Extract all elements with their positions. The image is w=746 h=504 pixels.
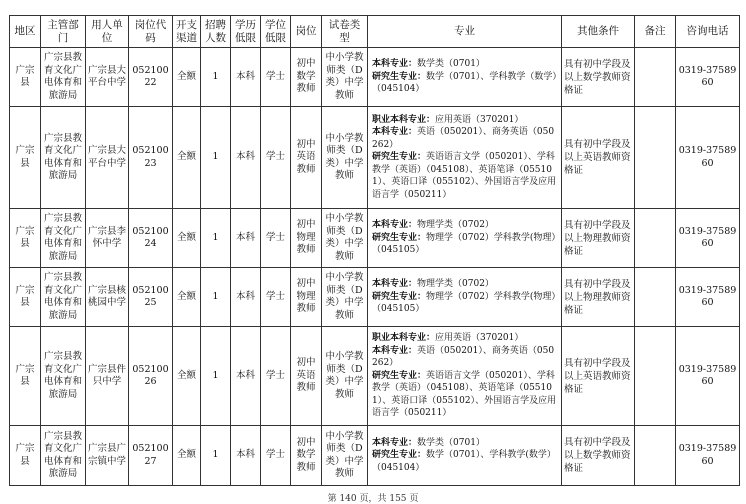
spec-text: 物理学类（0702） — [417, 279, 494, 290]
table-header — [10, 16, 740, 48]
spec-text: 应用英语（370201） — [435, 333, 524, 344]
degree-cell: 学士 — [261, 209, 291, 268]
spec-text: 数学（0701）、学科教学（数学）（045104） — [372, 71, 557, 95]
spec-label: 本科专业： — [372, 59, 418, 70]
spec-text: 英语（050201）、商务英语（050262） — [372, 345, 555, 369]
spec-line — [372, 232, 559, 257]
region-cell: 广宗县 — [10, 48, 41, 107]
count-cell: 1 — [201, 209, 231, 268]
degree-cell: 学士 — [261, 107, 291, 209]
column-header: 地区 — [10, 16, 41, 48]
spec-label: 研究生专业： — [372, 370, 427, 381]
spec-line — [372, 278, 559, 291]
spec-text: 英语语言文学（050201）、学科教学（英语）（045108）、英语笔译（055101）、英语口译（055102）、外国语言学及应用语言学（050211） — [372, 370, 557, 419]
spec-line — [372, 437, 559, 450]
employer-cell: 广宗县核桃园中学 — [86, 268, 129, 327]
spec-text: 英语（050201）、商务英语（050262） — [372, 127, 555, 150]
spec-label: 研究生专业： — [372, 152, 427, 163]
count-cell: 1 — [201, 426, 231, 486]
exam-cell: 中小学教师类（D类）中学教师 — [322, 268, 368, 327]
exam-cell: 中小学教师类（D类）中学教师 — [322, 107, 368, 209]
employer-cell: 广宗县大平台中学 — [86, 107, 129, 209]
spec-cell — [368, 209, 562, 268]
spec-line — [372, 71, 559, 96]
spec-cell — [368, 107, 562, 209]
spec-line — [372, 332, 559, 345]
phone-cell: 0319-3758960 — [676, 107, 740, 209]
exam-cell: 中小学教师类（D类）中学教师 — [322, 426, 368, 486]
spec-line — [372, 114, 559, 127]
post-cell: 初中物理教师 — [291, 268, 322, 327]
spec-line — [372, 345, 559, 370]
employer-cell: 广宗县件只中学 — [86, 327, 129, 426]
spec-line — [372, 449, 559, 474]
funding-cell: 全额 — [173, 209, 201, 268]
edu-cell: 本科 — [231, 107, 261, 209]
spec-text: 数学类（0701） — [417, 59, 485, 70]
page-footer: 第 140 页，共 155 页 — [327, 494, 419, 504]
count-cell: 1 — [201, 327, 231, 426]
spec-line — [372, 151, 559, 201]
employer-cell: 广宗县广宗镇中学 — [86, 426, 129, 486]
spec-line — [372, 58, 559, 71]
degree-cell: 学士 — [261, 268, 291, 327]
dept-cell: 广宗县教育文化广电体育和旅游局 — [41, 268, 86, 327]
spec-label: 本科专业： — [372, 345, 418, 356]
job-table — [9, 15, 740, 486]
spec-label: 研究生专业： — [372, 450, 427, 461]
count-cell: 1 — [201, 268, 231, 327]
degree-cell: 学士 — [261, 426, 291, 486]
edu-cell: 本科 — [231, 327, 261, 426]
column-header: 专业 — [368, 16, 562, 48]
table-row — [10, 327, 740, 426]
spec-label: 职业本科专业： — [372, 333, 436, 344]
note-cell — [635, 209, 676, 268]
spec-cell — [368, 48, 562, 107]
edu-cell: 本科 — [231, 209, 261, 268]
other-cell: 具有初中学段及以上数学教师资格证 — [562, 48, 635, 107]
exam-cell: 中小学教师类（D类）中学教师 — [322, 327, 368, 426]
spec-label: 本科专业： — [372, 220, 418, 231]
region-cell: 广宗县 — [10, 426, 41, 486]
note-cell — [635, 426, 676, 486]
region-cell: 广宗县 — [10, 107, 41, 209]
dept-cell: 广宗县教育文化广电体育和旅游局 — [41, 426, 86, 486]
edu-cell: 本科 — [231, 48, 261, 107]
spec-line — [372, 291, 559, 316]
spec-label: 本科专业： — [372, 437, 418, 448]
dept-cell: 广宗县教育文化广电体育和旅游局 — [41, 48, 86, 107]
column-header: 开支渠道 — [173, 16, 201, 48]
count-cell: 1 — [201, 48, 231, 107]
funding-cell: 全额 — [173, 268, 201, 327]
code-cell: 05210022 — [129, 48, 173, 107]
table-row — [10, 48, 740, 107]
funding-cell: 全额 — [173, 48, 201, 107]
code-cell: 05210026 — [129, 327, 173, 426]
column-header: 用人单位 — [86, 16, 129, 48]
funding-cell: 全额 — [173, 327, 201, 426]
dept-cell: 广宗县教育文化广电体育和旅游局 — [41, 327, 86, 426]
funding-cell: 全额 — [173, 426, 201, 486]
column-header: 岗位 — [291, 16, 322, 48]
spec-label: 职业本科专业： — [372, 114, 436, 125]
edu-cell: 本科 — [231, 268, 261, 327]
spec-text: 物理学（0702）学科教学(物理）（045105） — [372, 291, 556, 315]
code-cell: 05210027 — [129, 426, 173, 486]
spec-text: 应用英语（370201） — [435, 114, 524, 125]
post-cell: 初中数学教师 — [291, 426, 322, 486]
code-cell: 05210025 — [129, 268, 173, 327]
spec-text: 数学类（0701） — [417, 437, 485, 448]
column-header: 岗位代码 — [129, 16, 173, 48]
exam-cell: 中小学教师类（D类）中学教师 — [322, 48, 368, 107]
phone-cell: 0319-3758960 — [676, 268, 740, 327]
phone-cell: 0319-3758960 — [676, 426, 740, 486]
spec-cell — [368, 426, 562, 486]
spec-text: 物理学类（0702） — [417, 220, 494, 231]
post-cell: 初中数学教师 — [291, 48, 322, 107]
column-header: 学位低限 — [261, 16, 291, 48]
code-cell: 05210024 — [129, 209, 173, 268]
column-header: 招聘人数 — [201, 16, 231, 48]
post-cell: 初中物理教师 — [291, 209, 322, 268]
column-header: 咨询电话 — [676, 16, 740, 48]
note-cell — [635, 48, 676, 107]
note-cell — [635, 268, 676, 327]
dept-cell: 广宗县教育文化广电体育和旅游局 — [41, 107, 86, 209]
column-header: 学历低限 — [231, 16, 261, 48]
edu-cell: 本科 — [231, 426, 261, 486]
post-cell: 初中英语教师 — [291, 107, 322, 209]
phone-cell: 0319-3758960 — [676, 209, 740, 268]
spec-line — [372, 126, 559, 151]
note-cell — [635, 327, 676, 426]
table-row — [10, 426, 740, 486]
spec-label: 研究生专业： — [372, 291, 427, 302]
column-header: 其他条件 — [562, 16, 635, 48]
region-cell: 广宗县 — [10, 327, 41, 426]
spec-label: 本科专业： — [372, 279, 418, 290]
table-row — [10, 107, 740, 209]
code-cell: 05210023 — [129, 107, 173, 209]
degree-cell: 学士 — [261, 327, 291, 426]
spec-text: 物理学（0702）学科教学(物理）（045105） — [372, 232, 556, 256]
table-row — [10, 209, 740, 268]
other-cell: 具有初中学段及以上物理教师资格证 — [562, 209, 635, 268]
degree-cell: 学士 — [261, 48, 291, 107]
table-row — [10, 268, 740, 327]
dept-cell: 广宗县教育文化广电体育和旅游局 — [41, 209, 86, 268]
spec-cell — [368, 327, 562, 426]
funding-cell: 全额 — [173, 107, 201, 209]
spec-label: 本科专业： — [372, 127, 418, 138]
spec-line — [372, 219, 559, 232]
spec-line — [372, 370, 559, 420]
other-cell: 具有初中学段及以上英语教师资格证 — [562, 107, 635, 209]
employer-cell: 广宗县大平台中学 — [86, 48, 129, 107]
table-body — [10, 48, 740, 486]
other-cell: 具有初中学段及以上英语教师资格证 — [562, 327, 635, 426]
header-row — [10, 16, 740, 48]
post-cell: 初中英语教师 — [291, 327, 322, 426]
phone-cell: 0319-3758960 — [676, 48, 740, 107]
employer-cell: 广宗县李怀中学 — [86, 209, 129, 268]
region-cell: 广宗县 — [10, 209, 41, 268]
other-cell: 具有初中学段及以上物理教师资格证 — [562, 268, 635, 327]
region-cell: 广宗县 — [10, 268, 41, 327]
column-header: 备注 — [635, 16, 676, 48]
column-header: 试卷类型 — [322, 16, 368, 48]
note-cell — [635, 107, 676, 209]
phone-cell: 0319-3758960 — [676, 327, 740, 426]
spec-text: 英语语言文学（050201）、学科教学（英语）（045108）、英语笔译（055101）、英语口译（055102）、外国语言学及应用语言学（050211） — [372, 152, 557, 200]
column-header: 主管部门 — [41, 16, 86, 48]
spec-label: 研究生专业： — [372, 71, 427, 82]
count-cell: 1 — [201, 107, 231, 209]
spec-label: 研究生专业： — [372, 232, 427, 243]
spec-text: 数学（0701）、学科教学(数学）（045104） — [372, 450, 556, 473]
spec-cell — [368, 268, 562, 327]
other-cell: 具有初中学段及以上数学教师资格证 — [562, 426, 635, 486]
exam-cell: 中小学教师类（D类）中学教师 — [322, 209, 368, 268]
